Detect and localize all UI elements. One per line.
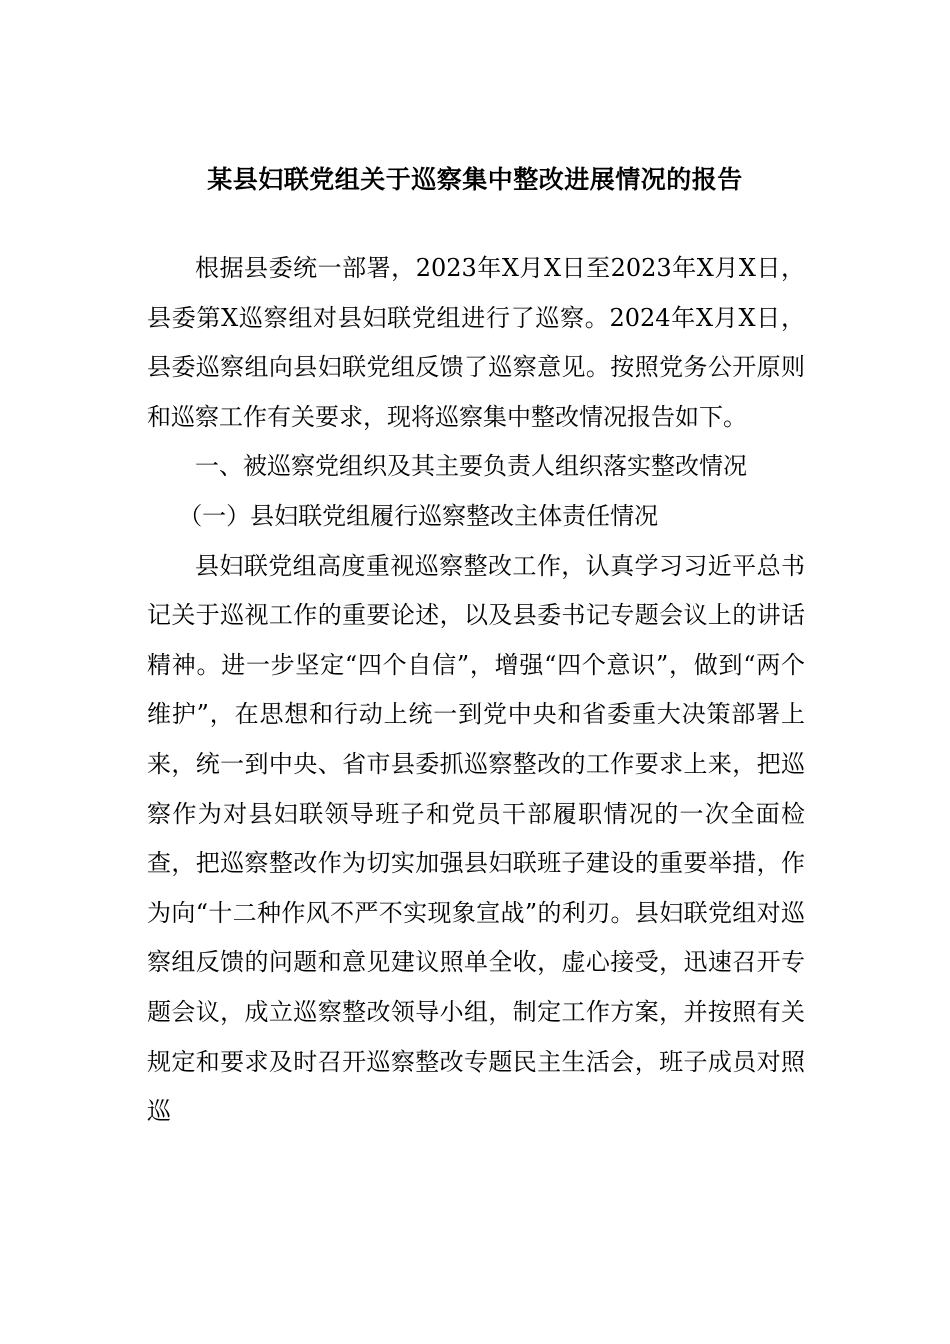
intro-paragraph: 根据县委统一部署，2023年X月X日至2023年X月X日，县委第X巡察组对县妇联党组进行了巡察。2024年X月X日，县委巡察组向县妇联党组反馈了巡察意见。按照党务公开原则和巡察工作有关要求，现将巡察集中整改情况报告如下。 bbox=[147, 254, 805, 431]
body-paragraph-1: 县妇联党组高度重视巡察整改工作，认真学习习近平总书记关于巡视工作的重要论述，以及县委书记专题会议上的讲话精神。进一步坚定“四个自信”，增强“四个意识”，做到“两个维护”，在思想和行动上统一到党中央和省委重大决策部署上来，统一到中央、省市县委抓巡察整改的工作要求上来，把巡察作为对县妇联领导班子和党员干部履职情况的一次全面检查，把巡察整改作为切实加强县妇联班子建设的重要举措，作为向“十二种作风不严不实现象宣战”的利刃。县妇联党组对巡察组反馈的问题和意见建议照单全收，虚心接受，迅速召开专题会议，成立巡察整改领导小组，制定工作方案，并按照有关规定和要求及时召开巡察整改专题民主生活会，班子成员对照巡 bbox=[147, 551, 805, 1126]
document-body bbox=[147, 244, 805, 1137]
section-heading-1: 一、被巡察党组织及其主要负责人组织落实整改情况 bbox=[195, 452, 747, 481]
document-title: 某县妇联党组关于巡察集中整改进展情况的报告 bbox=[207, 165, 743, 194]
subsection-heading-1: （一）县妇联党组履行巡察整改主体责任情况 bbox=[178, 501, 659, 530]
